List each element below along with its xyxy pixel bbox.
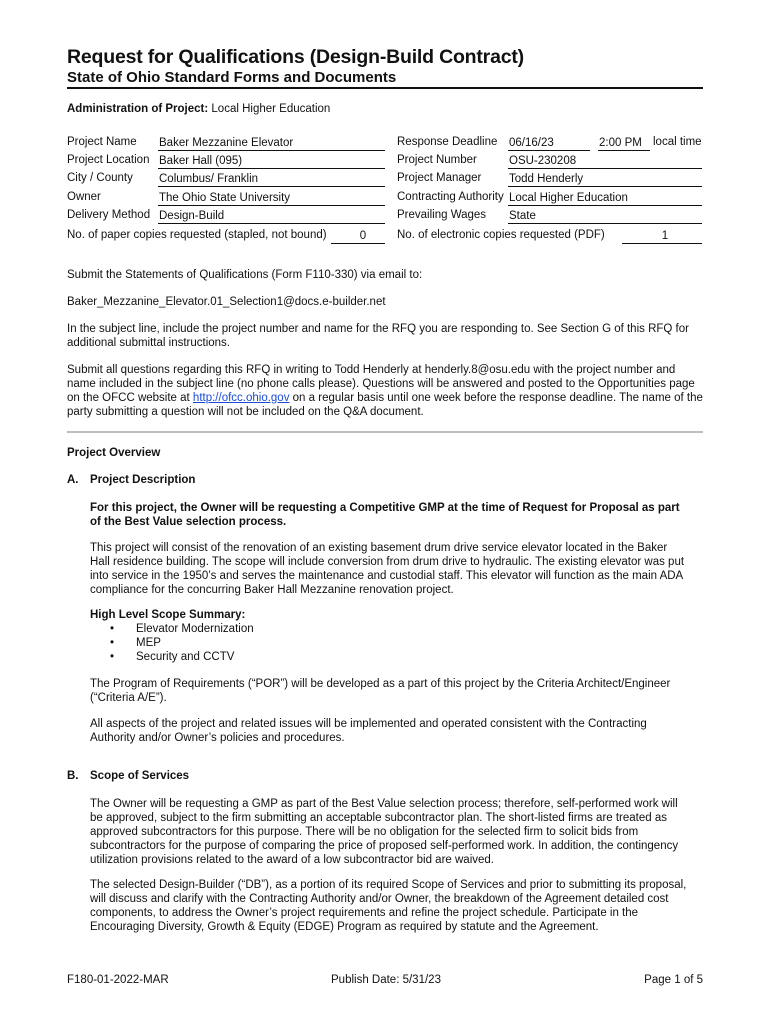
ofcc-website-link[interactable]: http://ofcc.ohio.gov (192, 392, 290, 404)
project-location-value: Baker Hall (095) (158, 154, 385, 169)
prevailing-wages-value: State (508, 209, 702, 224)
design-builder-text: The selected Design-Builder (“DB”), as a portion of its required Scope of Services and prior to submitting its proposal, will discuss and clarify with the Contracting Authority and/or Owner, the breakdown of the Agreement detailed cost components, to address the Owner’s project requirements and refine the project schedule. Participate in the Encouraging Diversity, Growth & Equity (EDGE) Program as required by statute and the Agreement. (90, 879, 687, 933)
city-county-value: Columbus/ Franklin (158, 172, 385, 187)
project-number-label: Project Number (397, 154, 477, 166)
response-deadline-suffix: local time (653, 136, 702, 148)
footer-form-id: F180-01-2022-MAR (67, 974, 169, 986)
delivery-method-value: Design-Build (158, 209, 385, 224)
project-number-value: OSU-230208 (508, 154, 702, 169)
administration-line (67, 103, 330, 115)
section-a-letter: A. (67, 474, 79, 486)
scope-of-services-text: The Owner will be requesting a GMP as part of the Best Value selection process; therefore, self-performed work will be approved, subject to the firm submitting an acceptable subcontractor plan. The short-listed firms are treated as approved subcontractors for this purpose. There will be no obligation for the selected firm to solicit bids from subcontractors for the purpose of comparing the price of proposed self-performed work. In addition, the contingency utilization provisions related to the award of a low subcontractor bid are waived. (90, 798, 679, 866)
contracting-authority-label: Contracting Authority (397, 191, 504, 203)
administration-value: Local Higher Education (211, 103, 331, 115)
subject-line-instruction: In the subject line, include the project number and name for the RFQ you are responding to. See Section G of this RFQ for additional submittal instructions. (67, 323, 689, 349)
response-deadline-date: 06/16/23 (508, 136, 590, 151)
paper-copies-label: No. of paper copies requested (stapled, not bound) (67, 229, 327, 241)
city-county-label: City / County (67, 172, 133, 184)
questions-instruction (67, 363, 703, 419)
bullet-icon: • (110, 637, 115, 649)
title-divider (67, 87, 703, 89)
administration-label: Administration of Project: (67, 103, 209, 115)
section-divider (67, 431, 703, 433)
por-text: The Program of Requirements (“POR”) will be developed as a part of this project by the Criteria Architect/Engineer (“Criteria A/E”). (90, 678, 671, 704)
scope-summary-heading: High Level Scope Summary: (90, 609, 246, 621)
project-manager-value: Todd Henderly (508, 172, 702, 187)
footer-page-number: Page 1 of 5 (644, 974, 703, 986)
questions-text-after: on a regular basis until one week before the response deadline. The name of the party submitting a question will not be included on the Q&A document. (67, 392, 703, 418)
owner-label: Owner (67, 191, 101, 203)
policies-text: All aspects of the project and related issues will be implemented and operated consistent with the Contracting Authority and/or Owner’s policies and procedures. (90, 718, 647, 744)
section-b-letter: B. (67, 770, 79, 782)
competitive-gmp-statement: For this project, the Owner will be requesting a Competitive GMP at the time of Request for Proposal as part of the Best Value selection process. (90, 502, 680, 528)
project-name-value: Baker Mezzanine Elevator (158, 136, 385, 151)
response-deadline-label: Response Deadline (397, 136, 498, 148)
document-subtitle: State of Ohio Standard Forms and Documents (67, 69, 397, 86)
bullet-icon: • (110, 651, 115, 663)
submission-email: Baker_Mezzanine_Elevator.01_Selection1@docs.e-builder.net (67, 296, 386, 308)
document-title: Request for Qualifications (Design-Build Contract) (67, 46, 524, 68)
paper-copies-value: 0 (331, 229, 385, 244)
contracting-authority-value: Local Higher Education (508, 191, 702, 206)
project-name-label: Project Name (67, 136, 137, 148)
owner-value: The Ohio State University (158, 191, 385, 206)
section-b-title: Scope of Services (90, 770, 190, 782)
project-overview-heading: Project Overview (67, 447, 161, 459)
delivery-method-label: Delivery Method (67, 209, 151, 221)
electronic-copies-label: No. of electronic copies requested (PDF) (397, 229, 605, 241)
bullet-icon: • (110, 623, 115, 635)
project-description-text: This project will consist of the renovation of an existing basement drum drive service elevator located in the Baker Hall residence building. The scope will include conversion from drum drive to hydraulic. The existing elevator was put into service in the 1950’s and serves the maintenance and custodial staff. This elevator will function as the main ADA compliance for the concurring Baker Hall Mezzanine renovation project. (90, 542, 685, 596)
project-location-label: Project Location (67, 154, 150, 166)
project-manager-label: Project Manager (397, 172, 482, 184)
response-deadline-time: 2:00 PM (598, 136, 650, 151)
questions-text-before: Submit all questions regarding this RFQ in writing to Todd Henderly at henderly.8@osu.edu with the project number and name included in the subject line (no phone calls please). Questions will be answered and posted to the Opportunities page on the OFCC website at (67, 364, 695, 404)
prevailing-wages-label: Prevailing Wages (397, 209, 487, 221)
section-a-title: Project Description (90, 474, 196, 486)
electronic-copies-value: 1 (622, 229, 702, 244)
footer-publish-date: Publish Date: 5/31/23 (331, 974, 441, 986)
submission-instruction: Submit the Statements of Qualifications (Form F110-330) via email to: (67, 269, 423, 281)
